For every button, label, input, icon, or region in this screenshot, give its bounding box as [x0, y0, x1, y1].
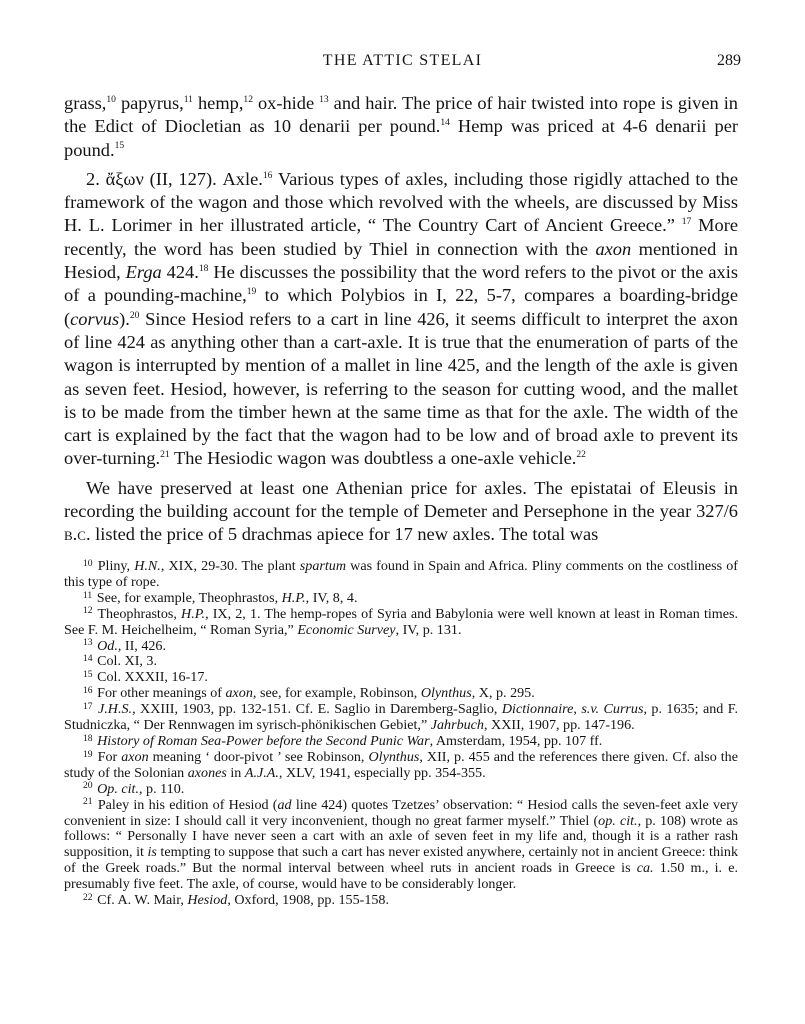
- footnote: [64, 782, 738, 798]
- italic-text: axon: [225, 685, 253, 702]
- text-run: See, for example, Theophrastos,: [93, 589, 282, 606]
- text-run: He discusses the possibility that the word refers to the pivot or the axis of a pounding-machine,: [64, 262, 739, 306]
- footnote: [64, 750, 738, 782]
- small-caps-text: b.c.: [64, 524, 91, 545]
- italic-text: Olynthus: [420, 685, 472, 702]
- note-reference: 21: [160, 449, 170, 461]
- footnote: [64, 559, 738, 591]
- text-run: Since Hesiod refers to a cart in line 426, it seems difficult to interpret the axon of line 424 as anything other than a cart-axle. It is true that the enumeration of parts of the wagon is interrupted by mention of a mallet in line 425, and the length of the axle is given as seven feet. Hesiod, however, is referring to the season for cutting wood, and the mallet is to be made from the timber hewn at the same time as that for the axle. The width of the cart is explained by the fact that the wagon had to be low and of broad axle to prevent its over-turning.: [64, 308, 738, 469]
- text-run: , XLV, 1941, especially pp. 354-355.: [278, 764, 486, 781]
- note-reference: 12: [243, 93, 253, 105]
- note-reference: 11: [183, 93, 193, 105]
- italic-text: Economic Survey: [297, 621, 396, 638]
- note-reference: 17: [681, 216, 692, 228]
- note-reference: 15: [114, 140, 125, 152]
- italic-text: Erga: [125, 262, 162, 283]
- text-run: hemp,: [192, 93, 244, 113]
- text-run: tempting to suppose that such a cart has never existed anywhere, certainly not in ancient Greece: think of the Greek roads.” But the normal interval between wheel ruts in ancient roads in Greece is: [64, 844, 738, 877]
- text-run: , IV, p. 131.: [395, 621, 462, 638]
- note-reference: 20: [83, 780, 93, 792]
- text-run: mentioned in Hesiod,: [64, 238, 739, 283]
- note-reference: 13: [319, 93, 329, 105]
- text-run: , X, p. 295.: [471, 685, 535, 702]
- note-reference: 19: [83, 748, 93, 760]
- italic-text: J.H.S.: [98, 701, 133, 718]
- main-text: [64, 92, 738, 547]
- footnote: [64, 702, 738, 734]
- text-run: papyrus,: [115, 93, 184, 113]
- text-run: 1.50 m., i. e. presumably five feet. The axle, of course, would have to be considerably longer.: [64, 860, 738, 893]
- text-run: 2. ἄξων (II, 127). Axle.: [86, 168, 263, 189]
- text-run: , XXIII, 1903, pp. 132-151. Cf. E. Saglio in Daremberg-Saglio,: [132, 701, 502, 718]
- italic-text: Hesiod: [187, 892, 228, 909]
- footnote: [64, 654, 738, 670]
- note-reference: 16: [262, 169, 273, 181]
- text-run: , Oxford, 1908, pp. 155-158.: [227, 892, 389, 909]
- footnote: [64, 798, 738, 893]
- text-run: Pliny,: [93, 558, 135, 574]
- italic-text: ad: [277, 796, 292, 813]
- note-reference: 18: [83, 732, 93, 744]
- italic-text: ca.: [636, 860, 654, 877]
- italic-text: Jahrbuch: [430, 717, 484, 734]
- text-run: , XXII, 1907, pp. 147-196.: [483, 717, 635, 734]
- text-run: , XIX, 29-30. The plant: [160, 558, 300, 574]
- note-reference: 14: [440, 117, 450, 129]
- text-run: was found in Spain and Africa. Pliny comments on the costliness of this type of rope.: [64, 558, 738, 590]
- running-head: THE ATTIC STELAI: [322, 52, 483, 69]
- italic-text: spartum: [299, 558, 347, 574]
- italic-text: axon: [121, 748, 149, 765]
- text-run: More recently, the word has been studied by Thiel in connection with the: [64, 215, 739, 259]
- body-paragraph: [64, 92, 738, 162]
- text-run: grass,: [64, 93, 107, 113]
- footnotes: [64, 559, 738, 909]
- text-run: , IX, 2, 1. The hemp-ropes of Syria and Babylonia were well known at least in Roman times. See F. M. Heichelheim, “ Roman Syria,”: [64, 605, 738, 638]
- footnote: [64, 591, 738, 607]
- page-number: 289: [717, 52, 741, 69]
- body-paragraph: [64, 168, 738, 471]
- text-run: For other meanings of: [93, 685, 226, 702]
- text-run: Cf. A. W. Mair,: [93, 892, 188, 909]
- text-run: Col. XXXII, 16-17.: [93, 669, 208, 686]
- text-run: , II, 426.: [117, 637, 167, 654]
- italic-text: Od.: [97, 637, 118, 654]
- text-run: , Amsterdam, 1954, pp. 107 ff.: [429, 732, 603, 749]
- note-reference: 18: [198, 262, 209, 274]
- text-run: listed the price of 5 drachmas apiece for 17 new axles. The total was: [90, 524, 599, 545]
- text-run: , see, for example, Robinson,: [252, 685, 421, 702]
- text-run: , p. 1635; and F. Studniczka, “ Der Rennwagen im syrisch-phönikischen Gebiet,”: [64, 701, 738, 734]
- italic-text: History of Roman Sea-Power before the Second Punic War: [97, 732, 430, 749]
- text-run: line 424) quotes Tzetzes’ observation: “ Hesiod calls the seven-feet axle very convenient in size: I should call it very inconvenient, though no great farmer myself.” Thiel (: [64, 796, 738, 829]
- text-run: Hemp was priced at 4-6 denarii per pound.: [64, 116, 738, 160]
- footnote: [64, 607, 738, 639]
- italic-text: H.N.: [134, 558, 161, 574]
- italic-text: Dictionnaire, s.v. Currus: [501, 701, 644, 718]
- footnote: [64, 639, 738, 655]
- note-reference: 21: [83, 796, 93, 808]
- footnote: [64, 734, 738, 750]
- text-run: ).: [119, 308, 130, 329]
- text-run: ox-hide: [252, 93, 320, 113]
- note-reference: 19: [246, 286, 257, 298]
- footnote: [64, 670, 738, 686]
- italic-text: corvus: [70, 308, 120, 329]
- footnote: [64, 686, 738, 702]
- note-reference: 12: [83, 605, 93, 617]
- italic-text: A.J.A.: [244, 764, 279, 781]
- note-reference: 15: [83, 669, 93, 681]
- text-run: Paley in his edition of Hesiod (: [93, 796, 278, 813]
- italic-text: H.P.: [281, 589, 306, 606]
- note-reference: 10: [83, 557, 93, 569]
- text-run: The Hesiodic wagon was doubtless a one-axle vehicle.: [169, 448, 577, 469]
- text-run: and hair. The price of hair twisted into rope is given in the Edict of Diocletian as 10 denarii per pound.: [64, 93, 739, 137]
- text-run: , XII, p. 455 and the references there given. Cf. also the study of the Solonian: [64, 748, 738, 781]
- italic-text: Op. cit.: [97, 780, 139, 797]
- note-reference: 22: [83, 891, 93, 903]
- footnote: [64, 893, 738, 909]
- italic-text: is: [147, 844, 157, 861]
- italic-text: axones: [187, 764, 227, 781]
- note-reference: 22: [576, 449, 586, 461]
- italic-text: op. cit.: [598, 812, 638, 829]
- text-run: For: [93, 748, 122, 765]
- note-reference: 11: [83, 589, 93, 601]
- italic-text: H.P.: [181, 605, 206, 622]
- note-reference: 14: [83, 653, 93, 665]
- italic-text: axon: [595, 238, 632, 259]
- text-run: 424.: [161, 262, 199, 283]
- text-run: Theophrastos,: [93, 605, 182, 622]
- note-reference: 16: [83, 684, 93, 696]
- text-run: meaning ‘ door-pivot ’ see Robinson,: [148, 748, 369, 765]
- italic-text: Olynthus: [368, 748, 420, 765]
- note-reference: 20: [129, 309, 140, 321]
- text-run: We have preserved at least one Athenian price for axles. The epistatai of Eleusis in recording the building account for the temple of Demeter and Persephone in the year 327/6: [64, 477, 738, 522]
- note-reference: 10: [106, 93, 116, 105]
- body-paragraph: [64, 477, 738, 547]
- text-run: in: [226, 764, 245, 781]
- page-header: [64, 52, 741, 78]
- note-reference: 13: [83, 637, 93, 649]
- text-run: Various types of axles, including those rigidly attached to the framework of the wagon and those which revolved with the wheels, are discussed by Miss H. L. Lorimer in her illustrated article, “ The Country Cart of Ancient Greece.”: [64, 168, 738, 236]
- text-run: , p. 108) wrote as follows: “ Personally I have never seen a cart with an axle of seven feet in my life and, though it is a rather rash supposition, it: [64, 812, 738, 861]
- text-run: to which Polybios in I, 22, 5-7, compares a boarding-bridge (: [64, 285, 738, 329]
- text-run: , p. 110.: [139, 780, 185, 797]
- text-run: Col. XI, 3.: [93, 653, 157, 670]
- note-reference: 17: [83, 700, 93, 712]
- text-run: , IV, 8, 4.: [305, 589, 358, 606]
